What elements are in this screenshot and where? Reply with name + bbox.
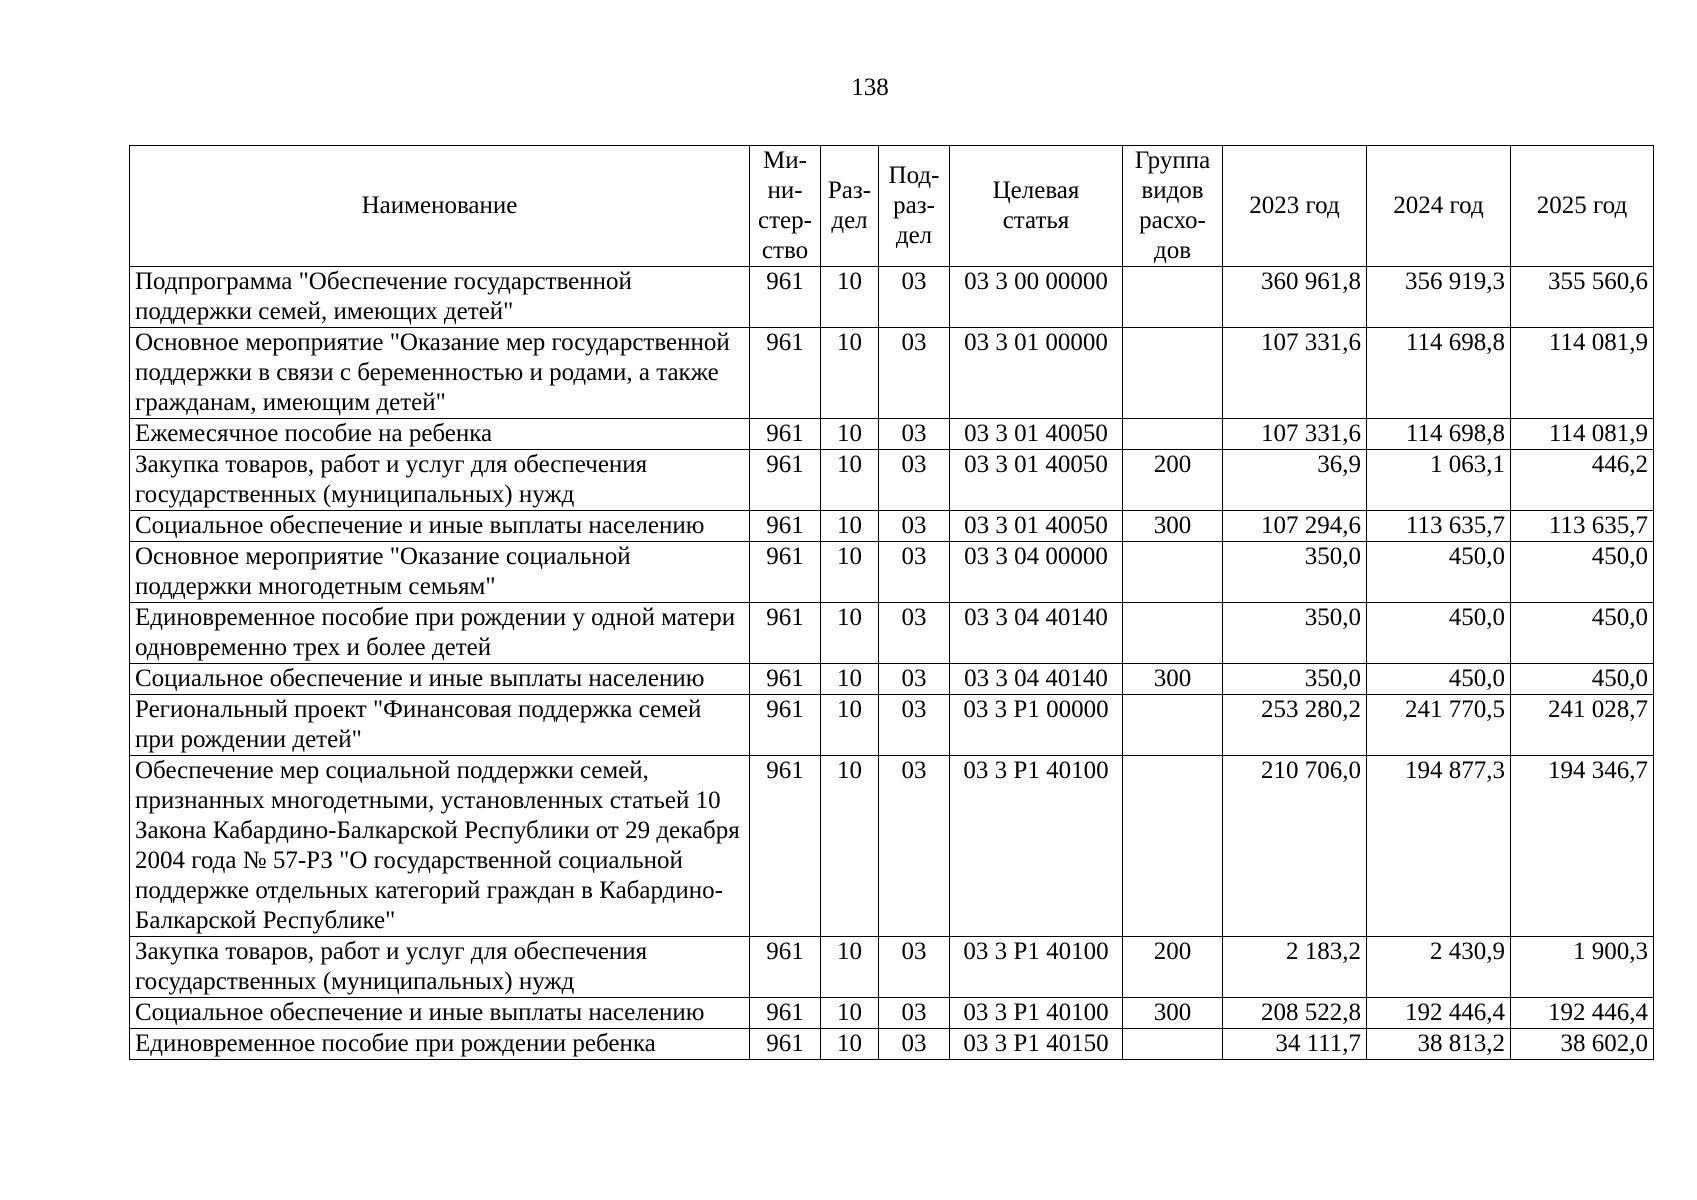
table-row — [130, 756, 1654, 937]
cell-2025: 113 635,7 — [1511, 511, 1654, 542]
cell-2023: 350,0 — [1223, 603, 1367, 664]
cell-2023: 36,9 — [1223, 450, 1367, 511]
cell-target: 03 3 01 40050 — [950, 511, 1123, 542]
cell-group — [1123, 542, 1223, 603]
cell-group — [1123, 419, 1223, 450]
cell-2025: 355 560,6 — [1511, 267, 1654, 328]
cell-2023: 34 111,7 — [1223, 1029, 1367, 1060]
cell-group — [1123, 267, 1223, 328]
cell-target: 03 3 P1 00000 — [950, 695, 1123, 756]
table-row — [130, 603, 1654, 664]
cell-2024: 450,0 — [1367, 603, 1511, 664]
cell-subsection: 03 — [879, 1029, 950, 1060]
cell-section: 10 — [821, 756, 879, 937]
table-row — [130, 328, 1654, 419]
cell-name: Обеспечение мер социальной поддержки семей, признанных многодетными, установленных статьей 10 Закона Кабардино-Балкарской Республики от 29 декабря 2004 года № 57-РЗ "О государственной социальной поддержке отдельных категорий граждан в Кабардино-Балкарской Республике" — [130, 756, 750, 937]
cell-2025: 450,0 — [1511, 664, 1654, 695]
cell-group: 300 — [1123, 998, 1223, 1029]
cell-name: Социальное обеспечение и иные выплаты населению — [130, 511, 750, 542]
cell-2023: 210 706,0 — [1223, 756, 1367, 937]
table-row — [130, 511, 1654, 542]
cell-2023: 360 961,8 — [1223, 267, 1367, 328]
cell-target: 03 3 04 40140 — [950, 664, 1123, 695]
table-row — [130, 1029, 1654, 1060]
cell-2025: 446,2 — [1511, 450, 1654, 511]
cell-2024: 38 813,2 — [1367, 1029, 1511, 1060]
cell-subsection: 03 — [879, 937, 950, 998]
table-row — [130, 267, 1654, 328]
cell-subsection: 03 — [879, 695, 950, 756]
cell-subsection: 03 — [879, 756, 950, 937]
cell-2024: 356 919,3 — [1367, 267, 1511, 328]
cell-group: 300 — [1123, 511, 1223, 542]
cell-ministry: 961 — [750, 450, 821, 511]
page-number: 138 — [851, 74, 889, 101]
header-col-2024: 2024 год — [1367, 146, 1511, 267]
cell-subsection: 03 — [879, 603, 950, 664]
table-body — [130, 267, 1654, 1060]
cell-2024: 450,0 — [1367, 542, 1511, 603]
cell-section: 10 — [821, 450, 879, 511]
cell-2025: 38 602,0 — [1511, 1029, 1654, 1060]
cell-2024: 194 877,3 — [1367, 756, 1511, 937]
cell-section: 10 — [821, 603, 879, 664]
cell-subsection: 03 — [879, 450, 950, 511]
header-row — [130, 146, 1654, 267]
cell-2025: 241 028,7 — [1511, 695, 1654, 756]
cell-2025: 1 900,3 — [1511, 937, 1654, 998]
cell-ministry: 961 — [750, 756, 821, 937]
header-col-group: Группа видов расхо- дов — [1123, 146, 1223, 267]
cell-2023: 208 522,8 — [1223, 998, 1367, 1029]
cell-ministry: 961 — [750, 998, 821, 1029]
cell-ministry: 961 — [750, 328, 821, 419]
cell-group: 200 — [1123, 450, 1223, 511]
cell-2023: 350,0 — [1223, 542, 1367, 603]
cell-ministry: 961 — [750, 1029, 821, 1060]
table-row — [130, 450, 1654, 511]
cell-section: 10 — [821, 1029, 879, 1060]
cell-section: 10 — [821, 998, 879, 1029]
cell-2024: 241 770,5 — [1367, 695, 1511, 756]
cell-name: Социальное обеспечение и иные выплаты населению — [130, 664, 750, 695]
cell-section: 10 — [821, 267, 879, 328]
cell-target: 03 3 P1 40150 — [950, 1029, 1123, 1060]
cell-2024: 113 635,7 — [1367, 511, 1511, 542]
header-col-2023: 2023 год — [1223, 146, 1367, 267]
cell-section: 10 — [821, 542, 879, 603]
cell-ministry: 961 — [750, 603, 821, 664]
header-col-name: Наименование — [130, 146, 750, 267]
cell-name: Основное мероприятие "Оказание социальной поддержки многодетным семьям" — [130, 542, 750, 603]
cell-target: 03 3 01 00000 — [950, 328, 1123, 419]
cell-2025: 450,0 — [1511, 542, 1654, 603]
cell-target: 03 3 P1 40100 — [950, 756, 1123, 937]
cell-target: 03 3 04 40140 — [950, 603, 1123, 664]
cell-ministry: 961 — [750, 695, 821, 756]
cell-section: 10 — [821, 937, 879, 998]
cell-name: Подпрограмма "Обеспечение государственной поддержки семей, имеющих детей" — [130, 267, 750, 328]
cell-2024: 114 698,8 — [1367, 328, 1511, 419]
cell-group — [1123, 756, 1223, 937]
cell-2025: 114 081,9 — [1511, 328, 1654, 419]
cell-ministry: 961 — [750, 542, 821, 603]
cell-2024: 2 430,9 — [1367, 937, 1511, 998]
cell-2025: 114 081,9 — [1511, 419, 1654, 450]
cell-group — [1123, 695, 1223, 756]
cell-ministry: 961 — [750, 419, 821, 450]
cell-2024: 192 446,4 — [1367, 998, 1511, 1029]
cell-ministry: 961 — [750, 937, 821, 998]
cell-2025: 450,0 — [1511, 603, 1654, 664]
cell-section: 10 — [821, 664, 879, 695]
cell-group: 300 — [1123, 664, 1223, 695]
cell-subsection: 03 — [879, 511, 950, 542]
cell-2023: 350,0 — [1223, 664, 1367, 695]
cell-section: 10 — [821, 511, 879, 542]
header-col-subsection: Под- раз- дел — [879, 146, 950, 267]
cell-2023: 107 331,6 — [1223, 419, 1367, 450]
cell-target: 03 3 04 00000 — [950, 542, 1123, 603]
cell-2025: 192 446,4 — [1511, 998, 1654, 1029]
table-row — [130, 542, 1654, 603]
table-row — [130, 937, 1654, 998]
cell-target: 03 3 P1 40100 — [950, 937, 1123, 998]
cell-ministry: 961 — [750, 511, 821, 542]
table-row — [130, 695, 1654, 756]
cell-2023: 253 280,2 — [1223, 695, 1367, 756]
cell-subsection: 03 — [879, 328, 950, 419]
header-col-section: Раз- дел — [821, 146, 879, 267]
cell-group: 200 — [1123, 937, 1223, 998]
cell-name: Социальное обеспечение и иные выплаты населению — [130, 998, 750, 1029]
cell-name: Единовременное пособие при рождении ребенка — [130, 1029, 750, 1060]
cell-2023: 107 331,6 — [1223, 328, 1367, 419]
cell-target: 03 3 01 40050 — [950, 419, 1123, 450]
cell-name: Региональный проект "Финансовая поддержка семей при рождении детей" — [130, 695, 750, 756]
cell-2025: 194 346,7 — [1511, 756, 1654, 937]
cell-name: Закупка товаров, работ и услуг для обеспечения государственных (муниципальных) нужд — [130, 450, 750, 511]
cell-name: Единовременное пособие при рождении у одной матери одновременно трех и более детей — [130, 603, 750, 664]
cell-2023: 107 294,6 — [1223, 511, 1367, 542]
table-row — [130, 998, 1654, 1029]
cell-name: Основное мероприятие "Оказание мер государственной поддержки в связи с беременностью и родами, а также гражданам, имеющим детей" — [130, 328, 750, 419]
cell-section: 10 — [821, 419, 879, 450]
cell-subsection: 03 — [879, 664, 950, 695]
cell-2023: 2 183,2 — [1223, 937, 1367, 998]
table-row — [130, 664, 1654, 695]
cell-2024: 1 063,1 — [1367, 450, 1511, 511]
cell-subsection: 03 — [879, 419, 950, 450]
cell-group — [1123, 603, 1223, 664]
header-col-2025: 2025 год — [1511, 146, 1654, 267]
cell-section: 10 — [821, 328, 879, 419]
table-header — [130, 146, 1654, 267]
cell-subsection: 03 — [879, 998, 950, 1029]
budget-table — [129, 145, 1654, 1060]
header-col-target: Целевая статья — [950, 146, 1123, 267]
cell-2024: 450,0 — [1367, 664, 1511, 695]
cell-name: Закупка товаров, работ и услуг для обеспечения государственных (муниципальных) нужд — [130, 937, 750, 998]
cell-name: Ежемесячное пособие на ребенка — [130, 419, 750, 450]
table-row — [130, 419, 1654, 450]
cell-target: 03 3 01 40050 — [950, 450, 1123, 511]
header-col-ministry: Ми- ни- стер- ство — [750, 146, 821, 267]
cell-subsection: 03 — [879, 267, 950, 328]
cell-2024: 114 698,8 — [1367, 419, 1511, 450]
cell-target: 03 3 P1 40100 — [950, 998, 1123, 1029]
cell-target: 03 3 00 00000 — [950, 267, 1123, 328]
cell-group — [1123, 1029, 1223, 1060]
cell-ministry: 961 — [750, 267, 821, 328]
cell-subsection: 03 — [879, 542, 950, 603]
cell-ministry: 961 — [750, 664, 821, 695]
cell-section: 10 — [821, 695, 879, 756]
cell-group — [1123, 328, 1223, 419]
